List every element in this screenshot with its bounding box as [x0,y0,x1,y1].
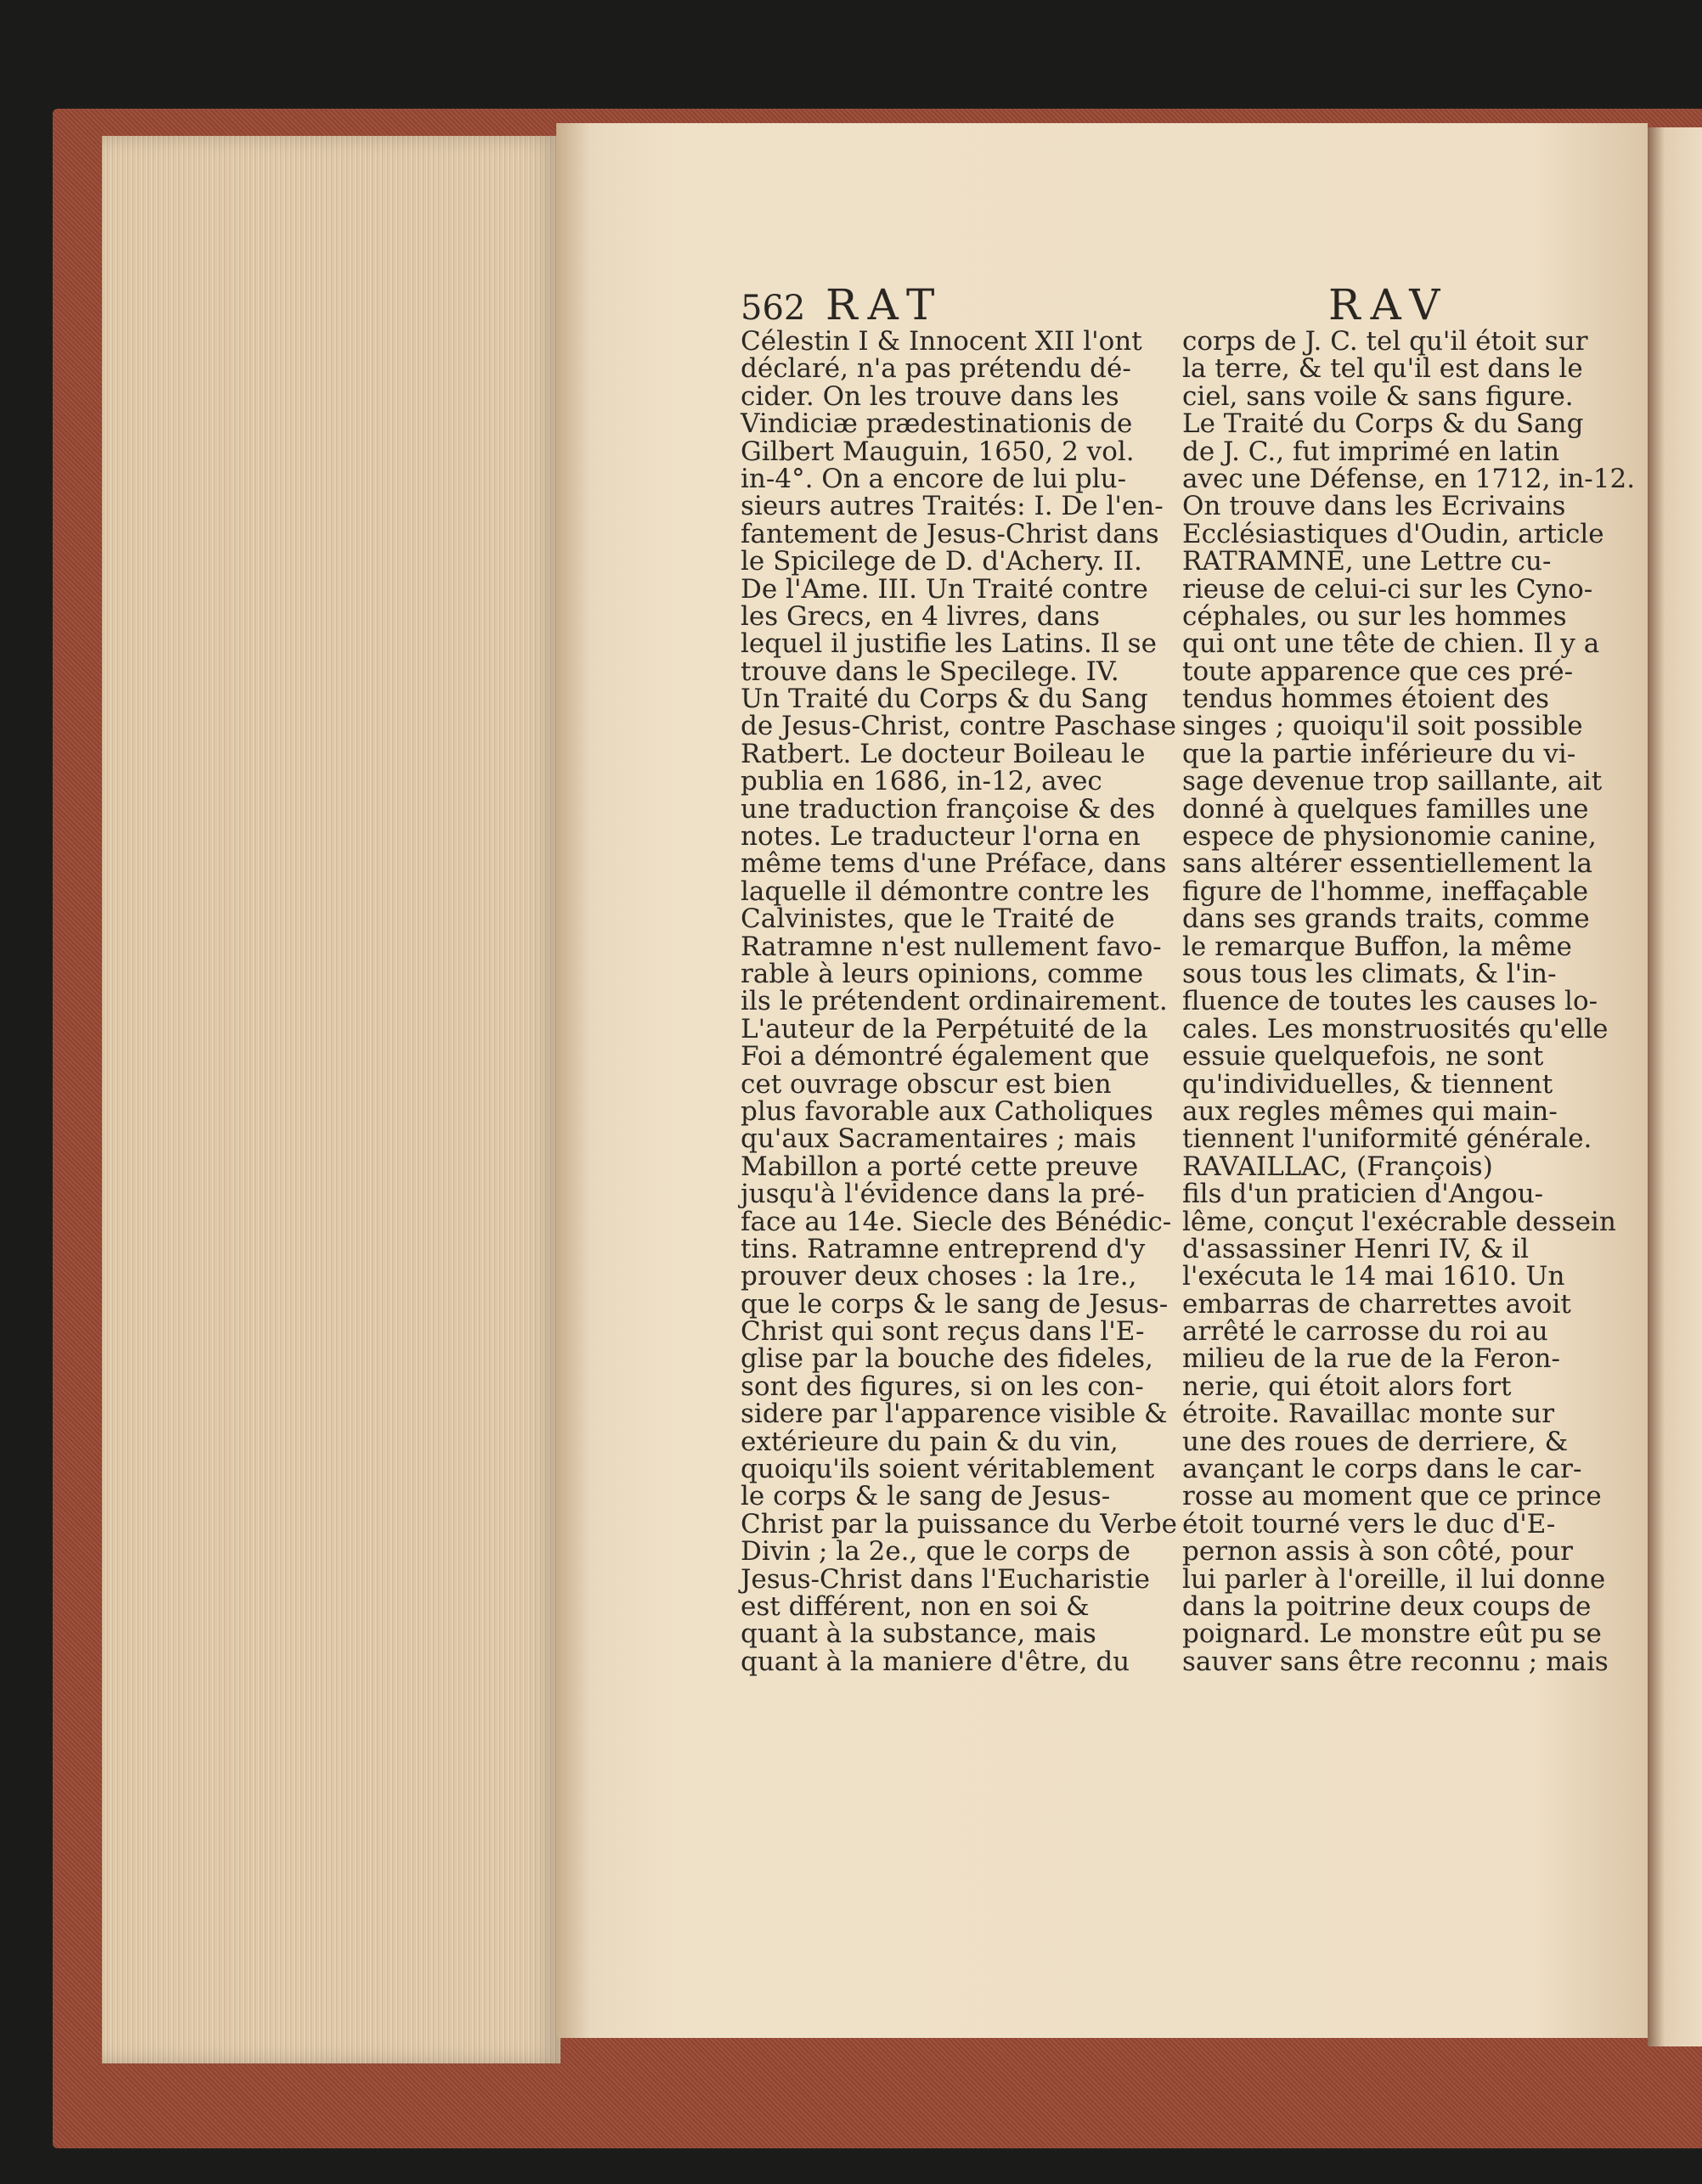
text-line: sans altérer essentiellement la [1182,848,1592,880]
left-text-column [741,326,1177,1677]
text-line: Divin ; la 2e., que le corps de [741,1536,1130,1568]
text-line: Gilbert Mauguin, 1650, 2 vol. [741,436,1135,467]
text-line: sont des figures, si on les con- [741,1371,1144,1402]
page-edges [102,136,561,2063]
text-line: Mabillon a porté cette preuve [741,1151,1139,1182]
text-line: qui ont une tête de chien. Il y a [1182,628,1600,660]
text-line: cider. On les trouve dans les [741,380,1119,412]
text-line: la terre, & tel qu'il est dans le [1182,353,1583,385]
text-line: figure de l'homme, ineffaçable [1182,875,1589,907]
text-line: les Grecs, en 4 livres, dans [741,600,1100,632]
ravaillac-entry-line: sauver sans être reconnu ; mais [1182,1646,1609,1677]
text-line: Un Traité du Corps & du Sang [741,684,1148,715]
text-line: Ratbert. Le docteur Boileau le [741,738,1146,769]
text-line: fantement de Jesus-Christ dans [741,518,1159,549]
text-line: avec une Défense, en 1712, in-12. [1182,463,1636,494]
text-line: déclaré, n'a pas prétendu dé- [741,353,1131,385]
text-line: in-4°. On a encore de lui plu- [741,463,1127,494]
text-line: qu'aux Sacramentaires ; mais [741,1123,1136,1155]
text-line: de J. C., fut imprimé en latin [1182,436,1560,467]
text-line: Jesus-Christ dans l'Eucharistie [741,1563,1150,1595]
text-line: rable à leurs opinions, comme [741,958,1144,989]
text-line: laquelle il démontre contre les [741,875,1150,907]
ravaillac-entry-line: lui parler à l'oreille, il lui donne [1182,1563,1606,1595]
text-line: rieuse de celui-ci sur les Cyno- [1182,573,1593,605]
text-line: quant à la maniere d'être, du [741,1646,1130,1677]
text-line: face au 14e. Siecle des Bénédic- [741,1206,1172,1237]
text-line: De l'Ame. III. Un Traité contre [741,573,1148,605]
text-line: que la partie inférieure du vi- [1182,738,1576,769]
text-line: quant à la substance, mais [741,1618,1096,1650]
text-line: corps de J. C. tel qu'il étoit sur [1182,326,1588,357]
ravaillac-entry-line: étoit tourné vers le duc d'E- [1182,1508,1556,1539]
text-line: ciel, sans voile & sans figure. [1182,380,1574,412]
text-line: qu'individuelles, & tiennent [1182,1068,1553,1100]
text-line: Vindiciæ prædestinationis de [741,408,1133,440]
ravaillac-entry-line: arrêté le carrosse du roi au [1182,1316,1548,1348]
text-line: sieurs autres Traités: I. De l'en- [741,491,1164,522]
text-line: sous tous les climats, & l'in- [1182,958,1557,989]
ravaillac-entry-line: l'exécuta le 14 mai 1610. Un [1182,1261,1565,1292]
text-line: le Spicilege de D. d'Achery. II. [741,546,1142,577]
ravaillac-entry-line: lême, conçut l'exécrable dessein [1182,1206,1616,1237]
ravaillac-entry-line: fils d'un praticien d'Angou- [1182,1179,1544,1210]
text-line: publia en 1686, in-12, avec [741,766,1102,797]
text-line: espece de physionomie canine, [1182,821,1597,853]
ravaillac-entry-line: embarras de charrettes avoit [1182,1288,1571,1320]
text-line: lequel il justifie les Latins. Il se [741,628,1157,660]
left-running-head: RAT [826,280,945,329]
text-line: dans ses grands traits, comme [1182,903,1590,935]
text-line: jusqu'à l'évidence dans la pré- [741,1179,1145,1210]
ravaillac-entry-line: milieu de la rue de la Feron- [1182,1343,1560,1375]
text-line: prouver deux choses : la 1re., [741,1261,1137,1292]
text-line: tendus hommes étoient des [1182,684,1549,715]
ravaillac-entry-line: dans la poitrine deux coups de [1182,1590,1592,1622]
ravaillac-entry-line: poignard. Le monstre eût pu se [1182,1618,1602,1650]
text-line: L'auteur de la Perpétuité de la [741,1013,1148,1044]
text-line: extérieure du pain & du vin, [741,1426,1119,1457]
text-line: trouve dans le Specilege. IV. [741,656,1119,687]
text-line: de Jesus-Christ, contre Paschase [741,711,1176,742]
text-line: donné à quelques familles une [1182,793,1589,825]
text-line: On trouve dans les Ecrivains [1182,491,1566,522]
text-line: Célestin I & Innocent XII l'ont [741,326,1142,357]
text-line: Ratramne n'est nullement favo- [741,931,1162,962]
text-line: notes. Le traducteur l'orna en [741,821,1141,853]
text-line: cet ouvrage obscur est bien [741,1068,1112,1100]
text-line: est différent, non en soi & [741,1590,1090,1622]
text-line: Calvinistes, que le Traité de [741,903,1115,935]
text-line: tins. Ratramne entreprend d'y [741,1233,1146,1264]
text-line: cales. Les monstruosités qu'elle [1182,1013,1609,1044]
text-line: sidere par l'apparence visible & [741,1399,1168,1430]
text-line: singes ; quoiqu'il soit possible [1182,711,1583,742]
ravaillac-entry-line: étroite. Ravaillac monte sur [1182,1399,1555,1430]
text-line: ils le prétendent ordinairement. [741,986,1168,1017]
text-line: Ecclésiastiques d'Oudin, article [1182,518,1604,549]
ravaillac-entry-line: d'assassiner Henri IV, & il [1182,1233,1529,1264]
right-running-head: RAV [1328,280,1451,329]
text-line: sage devenue trop saillante, ait [1182,766,1603,797]
text-line: RATRAMNE, une Lettre cu- [1182,546,1552,577]
right-text-column [1182,326,1636,1677]
text-line: Le Traité du Corps & du Sang [1182,408,1584,440]
text-line: tiennent l'uniformité générale. [1182,1123,1592,1155]
text-line: Christ par la puissance du Verbe [741,1508,1177,1539]
ravaillac-entry-line: RAVAILLAC, (François) [1182,1151,1493,1182]
text-line: le corps & le sang de Jesus- [741,1481,1111,1512]
text-line: Christ qui sont reçus dans l'E- [741,1316,1145,1348]
text-line: une traduction françoise & des [741,793,1156,825]
text-line: que le corps & le sang de Jesus- [741,1288,1169,1320]
ravaillac-entry-line: nerie, qui étoit alors fort [1182,1371,1512,1402]
ravaillac-entry-line: rosse au moment que ce prince [1182,1481,1602,1512]
text-line: aux regles mêmes qui main- [1182,1095,1558,1127]
text-line: même tems d'une Préface, dans [741,848,1167,880]
text-line: toute apparence que ces pré- [1182,656,1574,687]
text-line: quoiqu'ils soient véritablement [741,1454,1155,1485]
text-line: céphales, ou sur les hommes [1182,600,1567,632]
text-line: essuie quelquefois, ne sont [1182,1041,1544,1072]
text-line: Foi a démontré également que [741,1041,1150,1072]
ravaillac-entry-line: une des roues de derriere, & [1182,1426,1569,1457]
text-line: le remarque Buffon, la même [1182,931,1572,962]
facing-page-edge [1648,127,1702,2046]
text-line: plus favorable aux Catholiques [741,1095,1153,1127]
page-number: 562 [741,289,806,328]
text-line: glise par la bouche des fideles, [741,1343,1153,1375]
ravaillac-entry-line: pernon assis à son côté, pour [1182,1536,1573,1568]
ravaillac-entry-line: avançant le corps dans le car- [1182,1454,1582,1485]
text-line: fluence de toutes les causes lo- [1182,986,1598,1017]
